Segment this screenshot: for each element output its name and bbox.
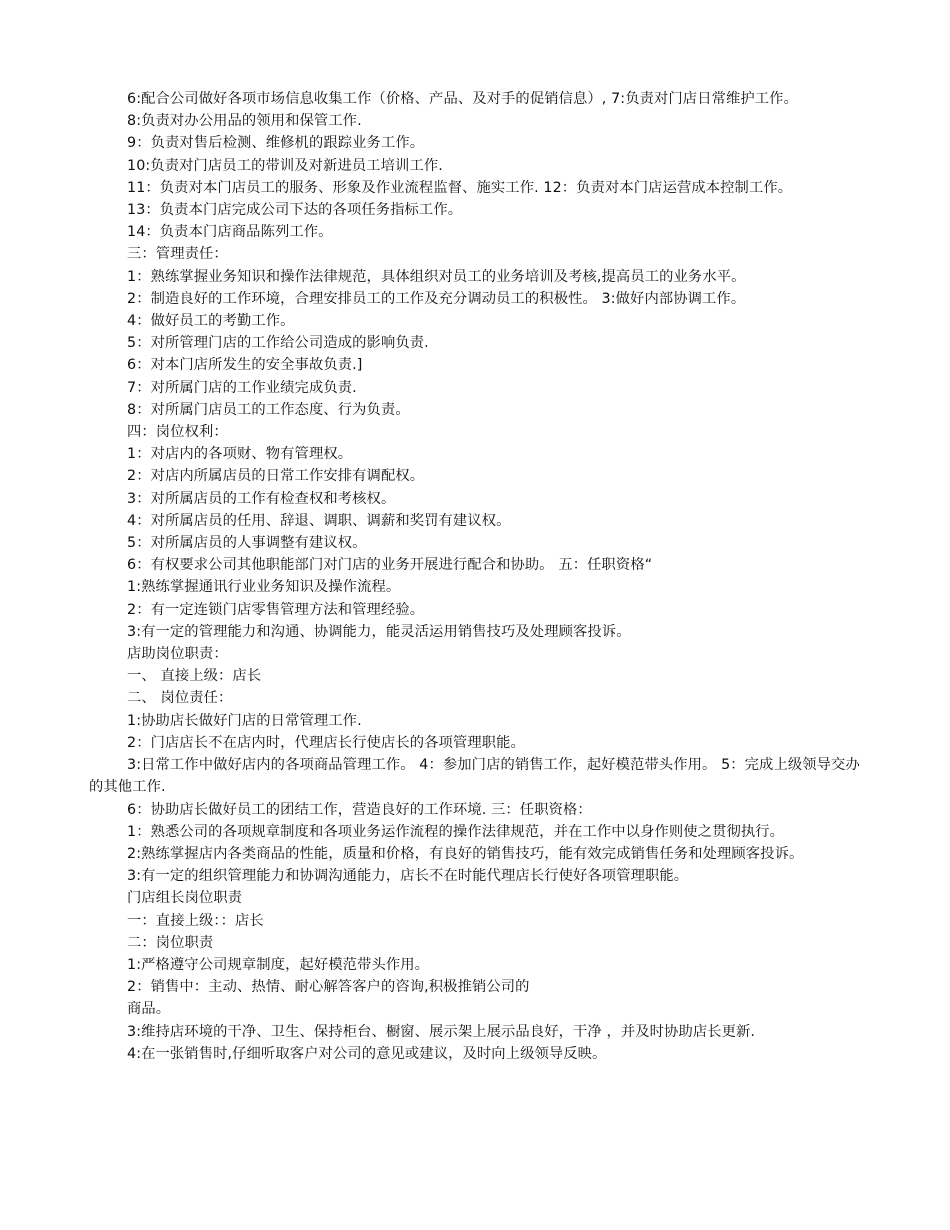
paragraph: 二、 岗位责任： (127, 690, 233, 707)
section-heading: 四：岗位权利： (127, 424, 228, 441)
section-heading: 三：管理责任： (127, 246, 228, 263)
paragraph: 4：做好员工的考勤工作。 (127, 313, 295, 330)
paragraph: 6：对本门店所发生的安全事故负责.] (127, 357, 363, 374)
paragraph: 8:负责对办公用品的领用和保管工作. (127, 113, 362, 130)
paragraph: 7：对所属门店的工作业绩完成负责. (127, 379, 357, 396)
section-heading: 门店组长岗位职责 (127, 890, 243, 907)
paragraph: 2：销售中：主动、热情、耐心解答客户的咨询,积极推销公司的 (127, 979, 530, 996)
paragraph: 1：熟悉公司的各项规章制度和各项业务运作流程的操作法律规范，并在工作中以身作则使之贯彻执行。 (127, 823, 785, 840)
paragraph: 1：熟练掌握业务知识和操作法律规范，具体组织对员工的业务培训及考核,提高员工的业务水平。 (127, 268, 746, 285)
paragraph: 9：负责对售后检测、维修机的跟踪业务工作。 (127, 135, 425, 152)
document-body (89, 88, 864, 1065)
section-heading: 店助岗位职责： (127, 646, 228, 663)
paragraph: 13：负责本门店完成公司下达的各项任务指标工作。 (127, 202, 463, 219)
paragraph: 5：对所管理门店的工作给公司造成的影响负责. (127, 335, 429, 352)
paragraph: 二：岗位职责 (127, 934, 214, 951)
paragraph: 14：负责本门店商品陈列工作。 (127, 224, 333, 241)
paragraph: 3:有一定的管理能力和沟通、协调能力，能灵活运用销售技巧及处理顾客投诉。 (127, 623, 631, 640)
paragraph: 一、 直接上级：店长 (127, 668, 262, 685)
paragraph: 1:严格遵守公司规章制度，起好模范带头作用。 (127, 956, 430, 973)
paragraph: 2:熟练掌握店内各类商品的性能，质量和价格，有良好的销售技巧，能有效完成销售任务和处理顾客投诉。 (127, 845, 804, 862)
paragraph: 2：门店店长不在店内时，代理店长行使店长的各项管理职能。 (127, 734, 525, 751)
paragraph: 4：对所属店员的任用、辞退、调职、调薪和奖罚有建议权。 (127, 512, 511, 529)
paragraph: 6:配合公司做好各项市场信息收集工作（价格、产品、及对手的促销信息）, 7:负责对门店日常维护工作。 (127, 91, 798, 107)
paragraph: 6：协助店长做好员工的团结工作，营造良好的工作环境. 三：任职资格： (127, 801, 592, 818)
paragraph: 一：直接上级：：店长 (127, 912, 264, 929)
paragraph: 3:日常工作中做好店内的各项商品管理工作。 4：参加门店的销售工作，起好模范带头作用。 5：完成上级领导交办的其他工作. (89, 757, 860, 796)
paragraph: 3：对所属店员的工作有检查权和考核权。 (127, 490, 396, 507)
paragraph: 3:有一定的组织管理能力和协调沟通能力，店长不在时能代理店长行使好各项管理职能。 (127, 868, 689, 885)
paragraph: 6：有权要求公司其他职能部门对门店的业务开展进行配合和协助。 五：任职资格“ (127, 557, 653, 574)
paragraph: 10:负责对门店员工的带训及对新进员工培训工作. (127, 157, 443, 174)
paragraph: 2：对店内所属店员的日常工作安排有调配权。 (127, 468, 425, 485)
paragraph: 8：对所属门店员工的工作态度、行为负责。 (127, 401, 410, 418)
paragraph: 1：对店内的各项财、物有管理权。 (127, 446, 353, 463)
paragraph: 11：负责对本门店员工的服务、形象及作业流程监督、施实工作. 12：负责对本门店运营成本控制工作。 (127, 179, 793, 196)
paragraph: 2：有一定连锁门店零售管理方法和管理经验。 (127, 601, 425, 618)
paragraph: 1:熟练掌握通讯行业业务知识及操作流程。 (127, 579, 401, 596)
paragraph: 2：制造良好的工作环境，合理安排员工的工作及充分调动员工的积极性。 3:做好内部协调工作。 (127, 290, 746, 307)
paragraph: 3:维持店环境的干净、卫生、保持柜台、橱窗、展示架上展示品良好，干净 ，并及时协助店长更新. (127, 1023, 756, 1040)
paragraph: 1:协助店长做好门店的日常管理工作. (127, 712, 362, 729)
paragraph: 商品。 (127, 1001, 171, 1018)
paragraph: 5：对所属店员的人事调整有建议权。 (127, 535, 367, 552)
paragraph: 4:在一张销售时,仔细听取客户对公司的意见或建议，及时向上级领导反映。 (127, 1045, 607, 1062)
